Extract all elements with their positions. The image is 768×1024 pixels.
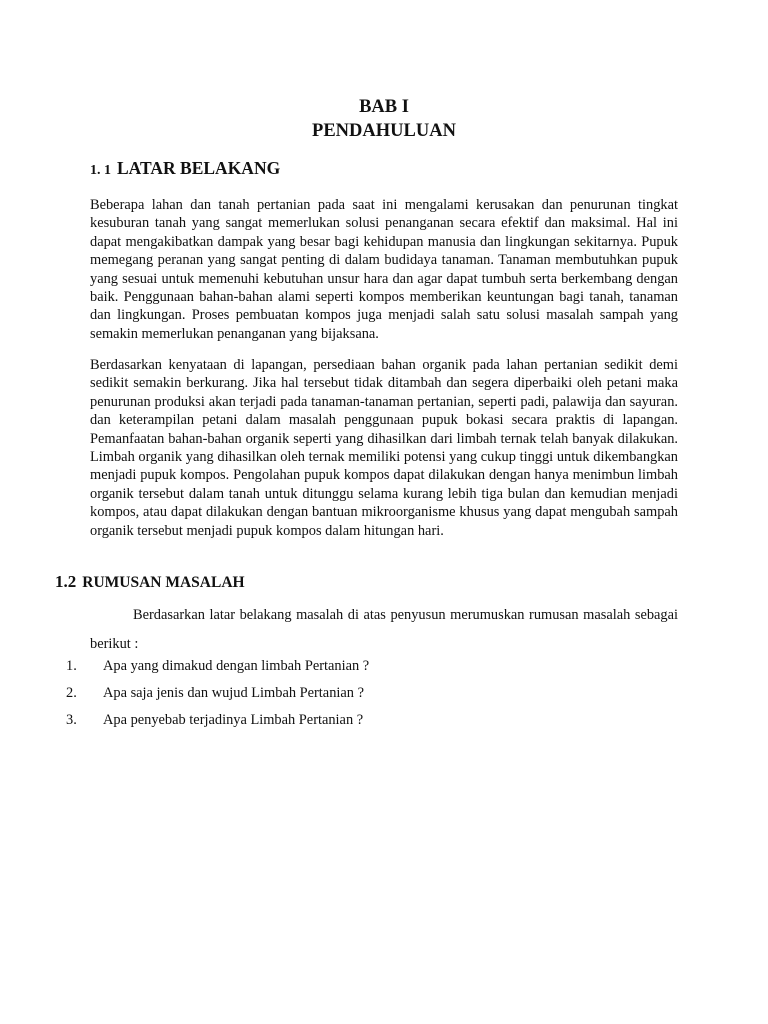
- section-number: 1.2: [55, 572, 77, 591]
- list-item-text: Apa yang dimakud dengan limbah Pertanian ?: [103, 658, 370, 674]
- list-item-number: 1.: [66, 658, 77, 674]
- section-number: 1. 1: [90, 163, 111, 178]
- section-title: LATAR BELAKANG: [117, 158, 281, 178]
- paragraph: Berdasarkan kenyataan di lapangan, persediaan bahan organik pada lahan pertanian sedikit demi sedikit semakin berkurang. Jika hal tersebut tidak ditambah dan segera diperbaiki oleh petani maka penurunan produksi akan terjadi pada tanaman-tanaman pertanian, seperti padi, palawija dan sayuran. dan keterampilan petani dalam masalah penggunaan pupuk bokasi secara praktis di lapangan. Pemanfaatan bahan-bahan organik seperti yang dihasilkan dari limbah ternak telah banyak dilakukan. Limbah organik yang dihasilkan oleh ternak memiliki potensi yang cukup tinggi untuk dikembangkan menjadi pupuk kompos. Pengolahan pupuk kompos dapat dilakukan dengan hanya menimbun limbah organik tersebut dalam tanah untuk ditunggu selama kurang lebih tiga bulan dan kemudian menjadi kompos, atau dapat dilakukan dengan bantuan mikroorganisme khusus yang dapat mengubah sampah organik tersebut menjadi pupuk kompos dalam hitungan hari.: [90, 357, 678, 539]
- list-item-number: 3.: [66, 712, 77, 728]
- paragraph: Beberapa lahan dan tanah pertanian pada saat ini mengalami kerusakan dan penurunan tingkat kesuburan tanah yang sangat memerlukan solusi penanganan secara efektif dan maksimal. Hal ini dapat mengakibatkan dampak yang besar bagi kehidupan manusia dan lingkungan sekitarnya. Pupuk memegang peranan yang sangat penting di dalam budidaya tanaman. Tanaman membutuhkan pupuk yang sesuai untuk memenuhi kebutuhan unsur hara dan agar dapat tumbuh serta berkembang dengan baik. Penggunaan bahan-bahan alami seperti kompos memberikan keuntungan bagi tanah, tanaman dan lingkungan. Proses pembuatan kompos juga menjadi salah satu solusi masalah sampah yang semakin memerlukan penanganan yang bijaksana.: [90, 197, 678, 342]
- list-item-text: Apa penyebab terjadinya Limbah Pertanian ?: [103, 712, 364, 728]
- chapter-heading: BAB I: [359, 97, 409, 117]
- list-item-number: 2.: [66, 685, 77, 701]
- list-item-text: Apa saja jenis dan wujud Limbah Pertanian ?: [103, 685, 364, 701]
- list-item: [66, 656, 369, 676]
- section-intro: Berdasarkan latar belakang masalah di atas penyusun merumuskan rumusan masalah sebagai berikut :: [90, 607, 678, 652]
- section-title: RUMUSAN MASALAH: [82, 574, 245, 591]
- list-item: [66, 683, 364, 703]
- chapter-title: PENDAHULUAN: [312, 121, 456, 141]
- section-heading-latar-belakang: [90, 158, 280, 179]
- list-item: [66, 710, 363, 730]
- section-heading-rumusan-masalah: [55, 572, 245, 592]
